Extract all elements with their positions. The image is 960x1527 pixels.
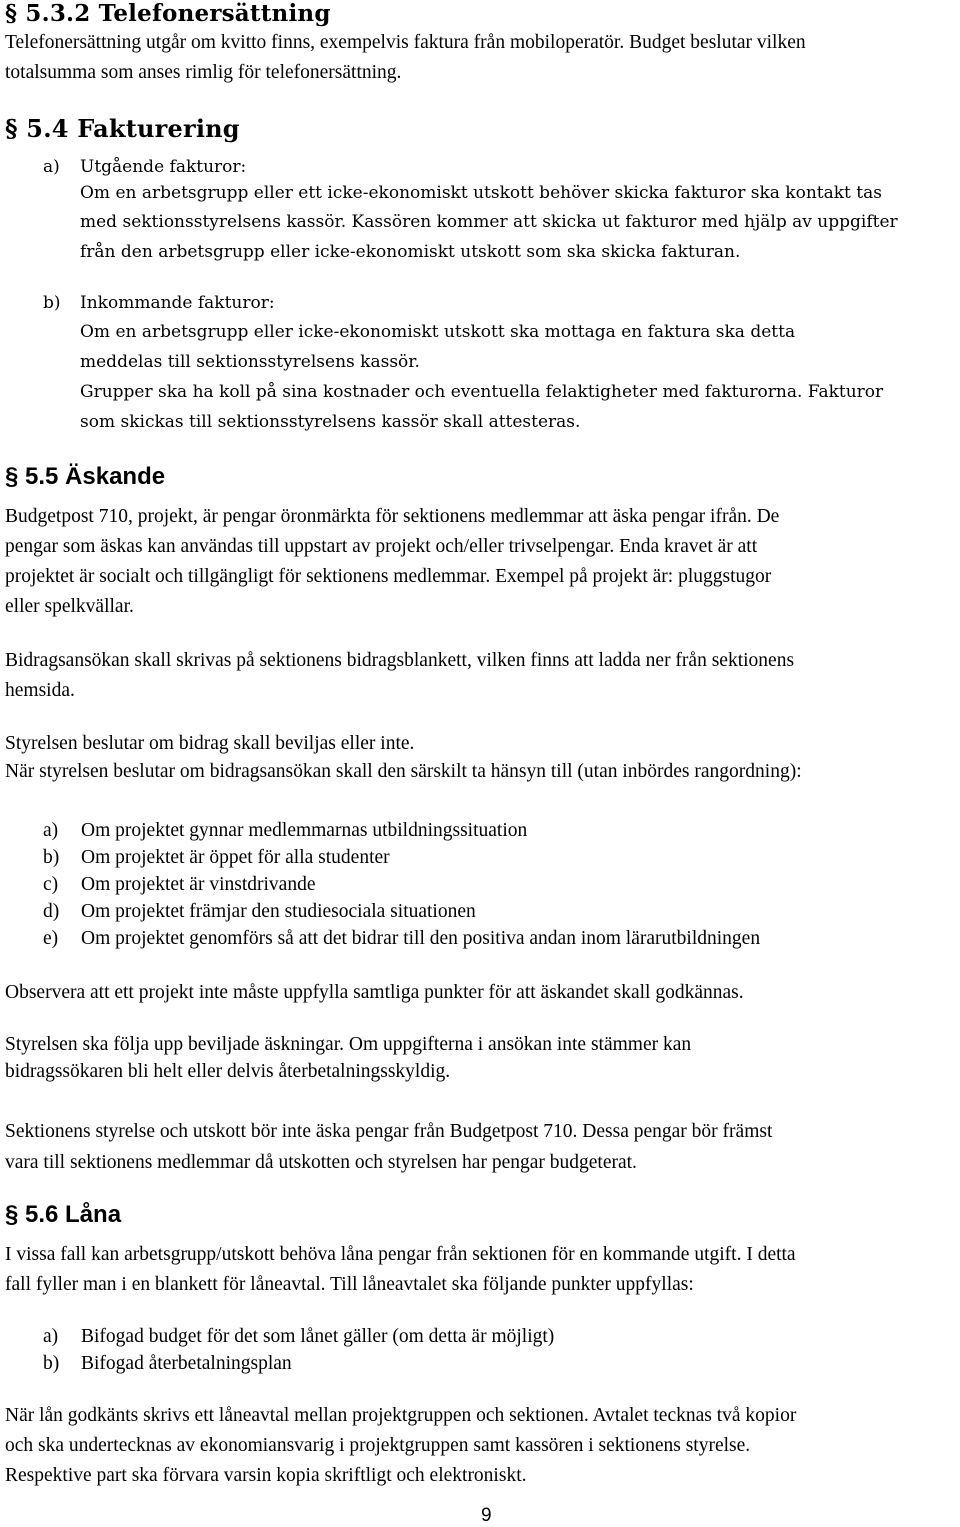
s55-p1-line-2: pengar som äskas kan användas till uppstart av projekt och/eller trivselpengar. Enda kravet är att: [5, 536, 758, 557]
s54-a-line-1: Om en arbetsgrupp eller ett icke-ekonomiskt utskott behöver skicka fakturor ska kontakt tas: [80, 183, 882, 203]
list-item-text: Om projektet gynnar medlemmarnas utbildningssituation: [81, 820, 528, 841]
s55-p6-line-1: Sektionens styrelse och utskott bör inte äska pengar från Budgetpost 710. Dessa pengar bör främst: [5, 1121, 773, 1142]
s56-p2-line-3: Respektive part ska förvara varsin kopia skriftligt och elektroniskt.: [5, 1465, 527, 1486]
s54-a-title: Utgående fakturor:: [80, 157, 247, 177]
s55-p4: Observera att ett projekt inte måste uppfylla samtliga punkter för att äskandet skall godkännas.: [5, 982, 744, 1003]
s532-line-2: totalsumma som anses rimlig för telefonersättning.: [5, 62, 402, 83]
s56-p1-line-2: fall fyller man i en blankett för låneavtal. Till låneavtalet ska följande punkter uppfyllas:: [5, 1274, 694, 1295]
list-item-text: Bifogad budget för det som lånet gäller (om detta är möjligt): [81, 1326, 555, 1347]
s56-p2-line-1: När lån godkänts skrivs ett låneavtal mellan projektgruppen och sektionen. Avtalet tecknas två kopior: [5, 1405, 797, 1426]
s55-p5-line-1: Styrelsen ska följa upp beviljade äskningar. Om uppgifterna i ansökan inte stämmer kan: [5, 1034, 692, 1055]
s55-p1-line-3: projektet är socialt och tillgängligt för sektionens medlemmar. Exempel på projekt är: pluggstugor: [5, 566, 772, 587]
list-item-text: Bifogad återbetalningsplan: [81, 1353, 292, 1374]
list-item: [5, 1322, 554, 1352]
list-item-label: a): [43, 1326, 59, 1347]
list-item-label: b): [43, 1353, 60, 1374]
list-item-text: Om projektet främjar den studiesociala situationen: [81, 901, 476, 922]
list-item: [5, 843, 390, 873]
s532-line-1: Telefonersättning utgår om kvitto finns, exempelvis faktura från mobiloperatör. Budget beslutar vilken: [5, 32, 806, 53]
list-item: [5, 897, 476, 927]
list-item-label: e): [43, 928, 59, 949]
s55-p1-line-1: Budgetpost 710, projekt, är pengar öronmärkta för sektionens medlemmar att äska pengar ifrån. De: [5, 506, 780, 527]
s54-b-title: Inkommande fakturor:: [80, 293, 275, 313]
list-item-text: Om projektet är vinstdrivande: [81, 874, 316, 895]
section-heading-5-3-2: § 5.3.2 Telefonersättning: [5, 0, 331, 27]
section-heading-5-6: § 5.6 Låna: [5, 1201, 122, 1228]
s54-b-line-4: som skickas till sektionsstyrelsens kassör skall attesteras.: [80, 412, 581, 432]
s55-p3-line-1: Styrelsen beslutar om bidrag skall beviljas eller inte.: [5, 733, 415, 754]
list-item: [5, 924, 760, 954]
list-item-text: Om projektet genomförs så att det bidrar till den positiva andan inom lärarutbildningen: [81, 928, 761, 949]
s56-p2-line-2: och ska undertecknas av ekonomiansvarig i projektgruppen samt kassören i sektionens styrelse.: [5, 1435, 751, 1456]
page-number: 9: [481, 1505, 492, 1526]
s54-b-line-2: meddelas till sektionsstyrelsens kassör.: [80, 352, 420, 372]
s54-a-line-3: från den arbetsgrupp eller icke-ekonomiskt utskott som ska skicka fakturan.: [80, 242, 741, 262]
s54-a-label: a): [43, 157, 60, 177]
list-item-label: c): [43, 874, 59, 895]
s55-p2-line-2: hemsida.: [5, 680, 75, 701]
list-item-label: b): [43, 847, 60, 868]
list-item: [5, 816, 527, 846]
list-item: [5, 1349, 292, 1379]
list-item-label: a): [43, 820, 59, 841]
s54-a-line-2: med sektionsstyrelsens kassör. Kassören kommer att skicka ut fakturor med hjälp av uppgifter: [80, 212, 898, 232]
s54-b-label: b): [43, 293, 61, 313]
s54-b-line-3: Grupper ska ha koll på sina kostnader och eventuella felaktigheter med fakturorna. Fakturor: [80, 382, 884, 402]
s55-p6-line-2: vara till sektionens medlemmar då utskotten och styrelsen har pengar budgeterat.: [5, 1152, 637, 1173]
section-heading-5-4: § 5.4 Fakturering: [5, 114, 240, 143]
s55-p3-line-2: När styrelsen beslutar om bidragsansökan skall den särskilt ta hänsyn till (utan inbördes rangordning):: [5, 761, 802, 782]
s55-p1-line-4: eller spelkvällar.: [5, 596, 134, 617]
list-item-text: Om projektet är öppet för alla studenter: [81, 847, 390, 868]
section-heading-5-5: § 5.5 Äskande: [5, 463, 166, 490]
s56-p1-line-1: I vissa fall kan arbetsgrupp/utskott behöva låna pengar från sektionen för en kommande utgift. I detta: [5, 1244, 796, 1265]
s55-p5-line-2: bidragssökaren bli helt eller delvis återbetalningsskyldig.: [5, 1061, 451, 1082]
list-item-label: d): [43, 901, 60, 922]
s55-p2-line-1: Bidragsansökan skall skrivas på sektionens bidragsblankett, vilken finns att ladda ner från sektionens: [5, 650, 795, 671]
s54-b-line-1: Om en arbetsgrupp eller icke-ekonomiskt utskott ska mottaga en faktura ska detta: [80, 322, 796, 342]
list-item: [5, 870, 315, 900]
